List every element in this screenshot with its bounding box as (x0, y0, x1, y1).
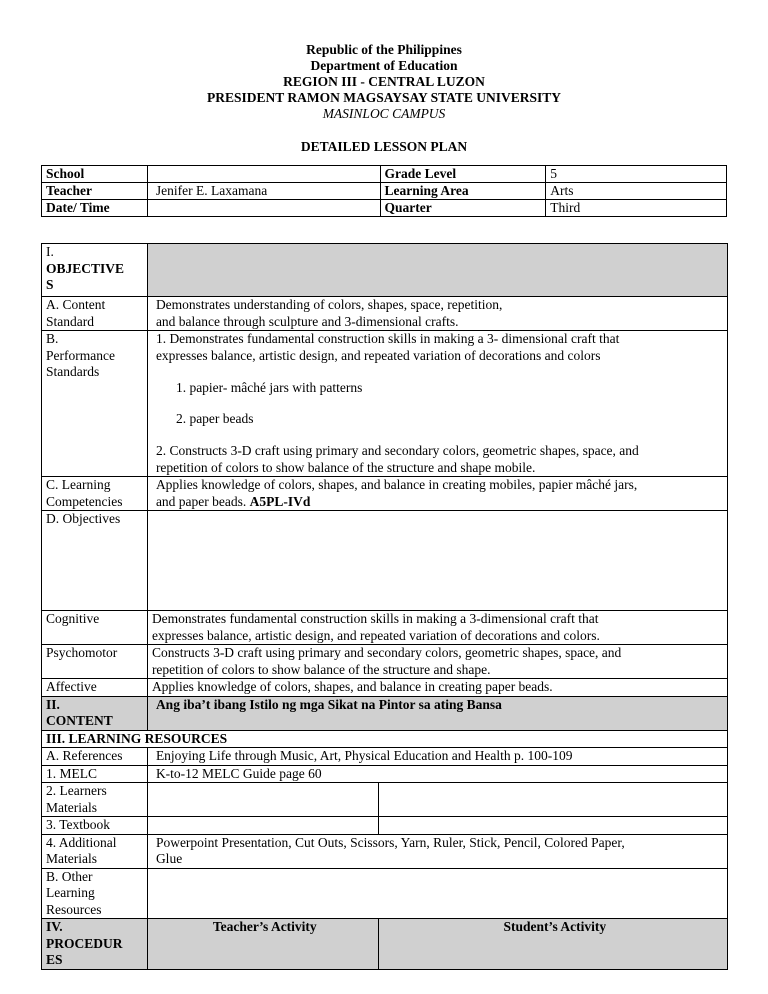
objectives-heading-2: OBJECTIVE (46, 260, 125, 276)
competencies-line-2 (156, 494, 727, 511)
content-heading-1: II. (46, 696, 60, 712)
grade-level-value: 5 (546, 166, 727, 183)
content-standard-line-1: Demonstrates understanding of colors, shapes, space, repetition, (155, 297, 503, 312)
other-label-3: Resources (46, 901, 102, 917)
date-time-label: Date/ Time (42, 200, 148, 217)
melc-row (42, 765, 728, 783)
performance-label-2: Performance (46, 347, 115, 363)
additional-materials-row (42, 834, 728, 868)
objectives-heading-3: S (46, 277, 54, 292)
additional-label-2: Materials (46, 851, 97, 866)
additional-line-1: Powerpoint Presentation, Cut Outs, Scissors, Yarn, Ruler, Stick, Pencil, Colored Paper, (155, 834, 625, 850)
grade-level-label: Grade Level (380, 166, 546, 183)
performance-line-3: 2. Constructs 3-D craft using primary and secondary colors, geometric shapes, space, and (155, 443, 639, 458)
performance-sub-item-2: 2. paper beads (175, 410, 254, 426)
objectives-row (42, 511, 728, 611)
performance-standards-label (42, 331, 148, 477)
objectives-heading (42, 244, 148, 297)
competencies-label-1: C. Learning (46, 477, 111, 492)
psychomotor-line-1: Constructs 3-D craft using primary and secondary colors, geometric shapes, space, and (151, 645, 622, 660)
cognitive-line-2: expresses balance, artistic design, and repeated variation of decorations and colors. (151, 627, 600, 643)
psychomotor-row (42, 645, 728, 679)
content-standard-row (42, 297, 728, 331)
additional-materials-label (42, 834, 148, 868)
psychomotor-label: Psychomotor (42, 645, 148, 679)
performance-line-2: expresses balance, artistic design, and repeated variation of decorations and colors (155, 347, 601, 363)
competencies-line-1: Applies knowledge of colors, shapes, and balance in creating mobiles, papier mâché jars, (155, 477, 638, 492)
other-label-1: B. Other (46, 868, 93, 884)
textbook-cell-2 (378, 817, 727, 835)
quarter-label: Quarter (380, 200, 546, 217)
other-label-2: Learning (46, 885, 95, 900)
procedures-label-2: PROCEDUR (46, 935, 123, 951)
cognitive-text (147, 611, 727, 645)
date-time-value (147, 200, 380, 217)
performance-label-3: Standards (46, 364, 100, 379)
performance-line-1: 1. Demonstrates fundamental construction skills in making a 3- dimensional craft that (155, 331, 620, 346)
content-standard-label-1: A. Content (46, 297, 106, 312)
teacher-activity-header: Teacher’s Activity (147, 919, 378, 970)
performance-label-1: B. (46, 331, 59, 346)
school-value (147, 166, 380, 183)
performance-standards-text (147, 331, 727, 477)
content-standard-label-2: Standard (46, 313, 94, 329)
objectives-empty (147, 511, 727, 611)
cognitive-label: Cognitive (42, 611, 148, 645)
department-line: Department of Education (310, 58, 458, 73)
learning-resources-heading: III. LEARNING RESOURCES (42, 730, 728, 748)
procedures-label (42, 919, 148, 970)
teacher-label: Teacher (42, 183, 148, 200)
document-title: DETAILED LESSON PLAN (300, 139, 468, 154)
objectives-label: D. Objectives (42, 511, 148, 611)
campus-line: MASINLOC CAMPUS (322, 106, 446, 121)
region-line: REGION III - CENTRAL LUZON (283, 74, 485, 89)
objectives-heading-fill (147, 244, 727, 297)
info-row (42, 166, 727, 183)
other-resources-row (42, 868, 728, 919)
learners-label-2: Materials (46, 799, 97, 815)
content-heading-2: CONTENT (46, 713, 113, 728)
performance-line-4: repetition of colors to show balance of the structure and shape mobile. (155, 459, 536, 475)
performance-standards-row (42, 331, 728, 477)
psychomotor-line-2: repetition of colors to show balance of the structure and shape. (151, 661, 491, 677)
procedures-label-1: IV. (46, 919, 63, 934)
resources-heading-row (42, 730, 728, 748)
lesson-plan-table (41, 243, 728, 970)
learning-area-value: Arts (546, 183, 727, 200)
melc-label: 1. MELC (42, 765, 148, 783)
performance-sub-item-1: 1. papier- mâché jars with patterns (175, 380, 363, 395)
procedures-row (42, 919, 728, 970)
content-heading-row (42, 696, 728, 730)
procedures-label-3: ES (46, 952, 63, 967)
affective-label: Affective (42, 679, 148, 697)
content-standard-text (147, 297, 727, 331)
affective-text: Applies knowledge of colors, shapes, and balance in creating paper beads. (147, 679, 727, 697)
additional-line-2: Glue (155, 851, 183, 866)
content-standard-label (42, 297, 148, 331)
competencies-line-2-text: and paper beads. (155, 493, 247, 509)
info-row (42, 200, 727, 217)
other-resources-label (42, 868, 148, 919)
competencies-label (42, 477, 148, 511)
competencies-label-2: Competencies (46, 493, 123, 509)
affective-row (42, 679, 728, 697)
content-title: Ang iba’t ibang Istilo ng mga Sikat na Pintor sa ating Bansa (147, 696, 727, 730)
objectives-heading-row (42, 244, 728, 297)
competencies-row (42, 477, 728, 511)
content-heading (42, 696, 148, 730)
references-text: Enjoying Life through Music, Art, Physical Education and Health p. 100-109 (147, 748, 727, 766)
teacher-value: Jenifer E. Laxamana (147, 183, 380, 200)
university-line: PRESIDENT RAMON MAGSAYSAY STATE UNIVERSITY (206, 90, 562, 105)
info-row (42, 183, 727, 200)
learning-area-label: Learning Area (380, 183, 546, 200)
quarter-value: Third (546, 200, 727, 217)
additional-materials-text (147, 834, 727, 868)
textbook-label: 3. Textbook (42, 817, 148, 835)
psychomotor-text (147, 645, 727, 679)
textbook-row (42, 817, 728, 835)
objectives-heading-1: I. (46, 244, 54, 259)
learners-label-1: 2. Learners (46, 783, 107, 798)
melc-text: K-to-12 MELC Guide page 60 (147, 765, 727, 783)
cognitive-line-1: Demonstrates fundamental construction skills in making a 3-dimensional craft that (151, 611, 599, 626)
school-label: School (42, 166, 148, 183)
textbook-cell-1 (147, 817, 378, 835)
learners-materials-row (42, 783, 728, 817)
learners-materials-cell-1 (147, 783, 378, 817)
references-label: A. References (42, 748, 148, 766)
references-row (42, 748, 728, 766)
content-standard-line-2: and balance through sculpture and 3-dimensional crafts. (155, 313, 459, 329)
competency-code: A5PL-IVd (249, 493, 311, 509)
republic-line: Republic of the Philippines (306, 42, 462, 57)
additional-label-1: 4. Additional (46, 834, 117, 850)
student-activity-header: Student’s Activity (378, 919, 727, 970)
info-table (41, 165, 727, 217)
competencies-text (147, 477, 727, 511)
learners-materials-label (42, 783, 148, 817)
learners-materials-cell-2 (378, 783, 727, 817)
other-resources-empty (147, 868, 727, 919)
cognitive-row (42, 611, 728, 645)
